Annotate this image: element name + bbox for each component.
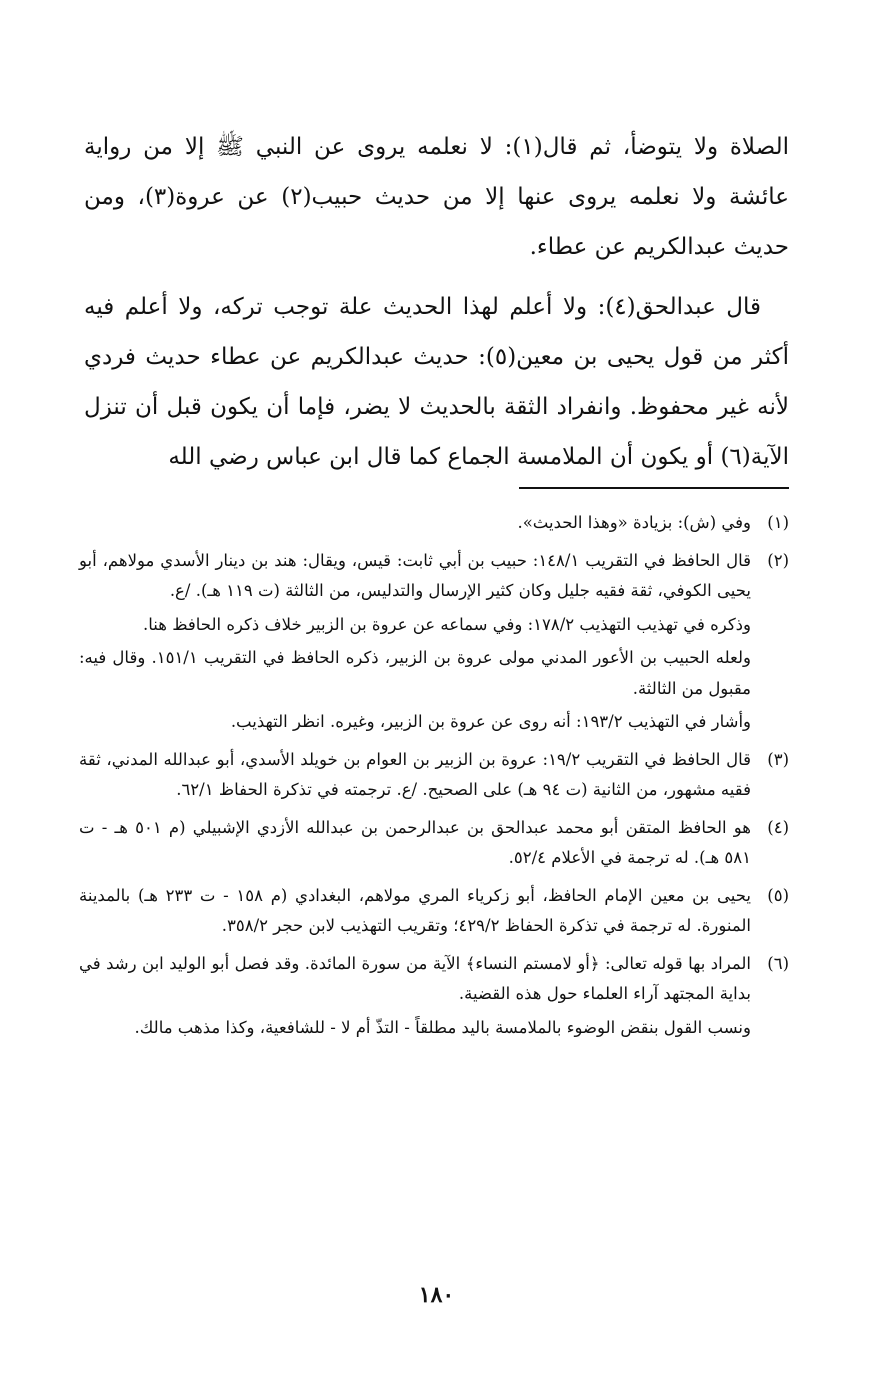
footnote-text: وأشار في التهذيب ١٩٣/٢: أنه روى عن عروة بن الزبير، وغيره. انظر التهذيب. <box>230 712 751 731</box>
footnote-text: المراد بها قوله تعالى: ﴿أو لامستم النساء﴾ الآية من سورة المائدة. وقد فصل أبو الوليد ابن رشد في بداية المجتهد آراء العلماء حول هذه القضية. <box>79 953 751 1003</box>
footnote-number: (٢) <box>767 550 789 570</box>
footnote-body <box>79 745 751 809</box>
footnote-4 <box>79 813 789 877</box>
body-paragraph-2: قال عبدالحق(٤): ولا أعلم لهذا الحديث علة توجب تركه، ولا أعلم فيه أكثر من قول يحيى بن معين(٥): حديث عبدالكريم عن عطاء حديث فردي لأنه غير محفوظ. وانفراد الثقة بالحديث لا يضر، فإما أن يكون قبل أن تنزل الآية(٦) أو يكون أن الملامسة الجماع كما قال ابن عباس رضي الله <box>84 294 789 470</box>
footnote-6 <box>79 949 789 1047</box>
page-number: ١٨٠ <box>418 1282 455 1308</box>
footnote-body <box>79 813 751 877</box>
footnote-body <box>79 546 751 741</box>
footnote-body <box>79 508 751 542</box>
footnote-text: هو الحافظ المتقن أبو محمد عبدالحق بن عبدالرحمن بن عبدالله الأزدي الإشبيلي (م ٥٠١ هـ - ت ٥٨١ هـ). له ترجمة في الأعلام ٥٢/٤. <box>79 817 751 867</box>
footnote-body <box>79 949 751 1047</box>
footnote-1 <box>79 508 789 542</box>
footnotes-section <box>79 508 789 1050</box>
footnote-text: ولعله الحبيب بن الأعور المدني مولى عروة بن الزبير، ذكره الحافظ في التقريب ١٥١/١. وقال فيه: مقبول من الثالثة. <box>79 648 751 698</box>
footnote-body <box>79 881 751 945</box>
footnote-3 <box>79 745 789 809</box>
footnote-number: (١) <box>767 513 789 532</box>
footnote-text: قال الحافظ في التقريب ١٤٨/١: حبيب بن أبي ثابت: قيس، ويقال: هند بن دينار الأسدي مولاهم، أبو يحيى الكوفي، ثقة فقيه جليل وكان كثير الإرسال والتدليس، من الثالثة (ت ١١٩ هـ). /ع. <box>79 550 751 600</box>
footnote-text: قال الحافظ في التقريب ١٩/٢: عروة بن الزبير بن العوام بن خويلد الأسدي، أبو عبدالله المدني، ثقة فقيه مشهور، من الثانية (ت ٩٤ هـ) على الصحيح. /ع. ترجمته في تذكرة الحفاظ ٦٢/١. <box>79 749 751 799</box>
footnote-number: (٣) <box>767 749 789 769</box>
footnote-2 <box>79 546 789 741</box>
body-paragraph-1: الصلاة ولا يتوضأ، ثم قال(١): لا نعلمه يروى عن النبي ﷺ إلا من رواية عائشة ولا نعلمه يروى عنها إلا من حديث حبيب(٢) عن عروة(٣)، ومن حديث عبدالكريم عن عطاء. <box>84 134 789 260</box>
footnote-text: ونسب القول بنقض الوضوء بالملامسة باليد مطلقاً - التذّ أم لا - للشافعية، وكذا مذهب مالك. <box>134 1017 751 1037</box>
footnote-text: وفي (ش): بزيادة «وهذا الحديث». <box>517 513 751 532</box>
footnote-text: يحيى بن معين الإمام الحافظ، أبو زكرياء المري مولاهم، البغدادي (م ١٥٨ - ت ٢٣٣ هـ) بالمدينة المنورة. له ترجمة في تذكرة الحفاظ ٤٢٩/٢؛ وتقريب التهذيب لابن حجر ٣٥٨/٢. <box>79 885 751 935</box>
footnote-number: (٥) <box>767 885 789 905</box>
footnote-number: (٦) <box>767 953 789 973</box>
footnote-5 <box>79 881 789 945</box>
footnote-number: (٤) <box>767 817 789 837</box>
footnote-text: وذكره في تهذيب التهذيب ١٧٨/٢: وفي سماعه عن عروة بن الزبير خلاف ذكره الحافظ هنا. <box>143 614 751 634</box>
main-text <box>84 122 789 492</box>
footnote-separator <box>519 487 789 489</box>
